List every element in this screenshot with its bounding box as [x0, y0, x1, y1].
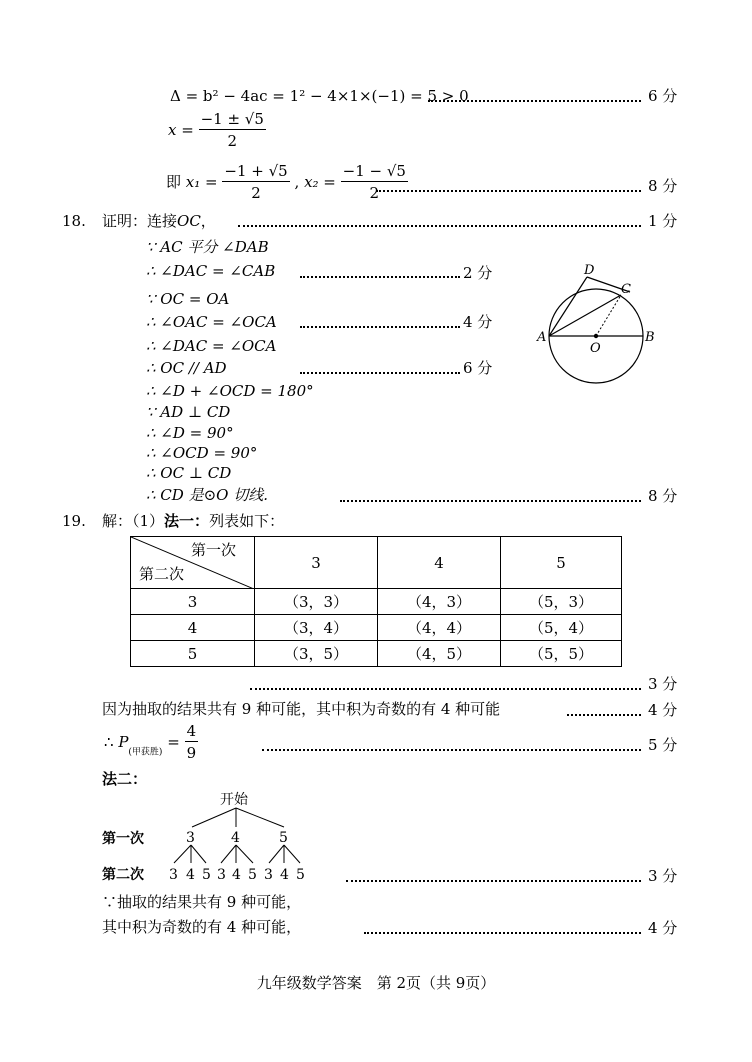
score: 6 分: [463, 359, 493, 377]
outcome-table: [130, 536, 622, 667]
proof-step: ∵ OC = OA: [146, 290, 230, 308]
question-number: 19.: [62, 512, 86, 530]
leader-dots: [300, 326, 460, 328]
delta-line: Δ = b² − 4ac = 1² − 4×1×(−1) = 5 > 0: [170, 87, 469, 105]
label-c: C: [621, 282, 631, 297]
table-cell: （3，5）: [255, 641, 378, 667]
roots-formula: 即 x₁ = $\frac{-1 + √5}{2}$ , x₂ = $\frac{-1 - √5}{2}$: [166, 162, 406, 202]
proof-step: ∵ AD ⊥ CD: [146, 403, 231, 421]
table-cell: （4，4）: [378, 615, 501, 641]
leader-dots: [340, 500, 641, 502]
tree-leaf: 4: [232, 867, 241, 883]
row-header: 5: [131, 641, 255, 667]
fraction: $\frac{-1 \pm √5}{2}$: [200, 110, 264, 150]
proof-step: ∴ ∠OAC = ∠OCA: [146, 313, 277, 331]
table-cell: （3，3）: [255, 589, 378, 615]
probability-formula: ∴ $P_{(甲获胜)}$ = $\frac{4}{9}$: [104, 722, 197, 762]
table-cell: （5，5）: [501, 641, 622, 667]
leader-dots: [262, 749, 641, 751]
leader-dots: [238, 225, 641, 227]
circle-figure: [530, 258, 670, 398]
col-header: 4: [378, 537, 501, 589]
proof-step: ∴ OC ⊥ CD: [146, 464, 232, 482]
score: 5 分: [648, 736, 678, 754]
page-footer: 九年级数学答案 第 2页（共 9页）: [256, 974, 496, 992]
question-number: 18.: [62, 212, 86, 230]
table-row: [131, 589, 622, 615]
leader-dots: [300, 276, 460, 278]
tree-leaf: 5: [202, 867, 211, 883]
q19-intro: 解：（1）法一：列表如下：: [102, 512, 285, 530]
leader-dots: [364, 932, 641, 934]
reasoning-text: ∵抽取的结果共有 9 种可能，: [102, 893, 302, 911]
leader-dots: [428, 100, 641, 102]
reasoning-text: 其中积为奇数的有 4 种可能，: [102, 918, 302, 936]
row-header: 4: [131, 615, 255, 641]
table-cell: （5，3）: [501, 589, 622, 615]
segment-ac: [549, 295, 621, 336]
tree-leaf: 3: [169, 867, 178, 883]
label-d: D: [584, 263, 595, 278]
table-row: [131, 615, 622, 641]
proof-step: ∴ ∠D + ∠OCD = 180°: [146, 382, 314, 400]
score: 6 分: [648, 87, 678, 105]
table-corner-header: 第一次 第二次: [131, 537, 255, 589]
score: 2 分: [463, 264, 493, 282]
tree-leaf: 3: [217, 867, 226, 883]
reasoning-text: 因为抽取的结果共有 9 种可能，其中积为奇数的有 4 种可能: [102, 700, 501, 718]
col-header: 3: [255, 537, 378, 589]
tree-node: 5: [279, 830, 288, 846]
proof-step: ∴ ∠DAC = ∠OCA: [146, 337, 277, 355]
tree-leaf: 5: [296, 867, 305, 883]
table-cell: （4，3）: [378, 589, 501, 615]
leader-dots: [300, 372, 460, 374]
leader-dots: [567, 714, 641, 716]
table-row: [131, 641, 622, 667]
row-header: 3: [131, 589, 255, 615]
table-cell: （5，4）: [501, 615, 622, 641]
q18-intro: 证明：连接OC，: [102, 212, 216, 230]
col-header: 5: [501, 537, 622, 589]
tree-node: 4: [231, 830, 240, 846]
proof-step: ∵ AC 平分 ∠DAB: [146, 238, 269, 256]
score: 4 分: [648, 701, 678, 719]
label-o: O: [590, 341, 601, 356]
score: 1 分: [648, 212, 678, 230]
score: 8 分: [648, 487, 678, 505]
score: 3 分: [648, 867, 678, 885]
tree-level-label: 第二次: [102, 867, 144, 883]
table-cell: （4，5）: [378, 641, 501, 667]
label-a: A: [537, 330, 547, 345]
tree-root: 开始: [220, 792, 248, 808]
tree-leaf: 4: [186, 867, 195, 883]
proof-step: ∴ ∠OCD = 90°: [146, 444, 258, 462]
tree-leaf: 4: [280, 867, 289, 883]
x-formula: x = $\frac{-1 \pm √5}{2}$: [168, 110, 264, 150]
center-point: [594, 334, 598, 338]
tree-level-label: 第一次: [102, 831, 144, 847]
score: 4 分: [648, 919, 678, 937]
proof-step: ∴ ∠DAC = ∠CAB: [146, 262, 276, 280]
method-two-heading: 法二：: [102, 770, 148, 788]
segment-oc: [596, 295, 621, 336]
score: 8 分: [648, 177, 678, 195]
tree-diagram: [160, 790, 310, 885]
segment-ad: [549, 277, 587, 336]
proof-step: ∴ OC // AD: [146, 359, 227, 377]
label-b: B: [645, 330, 655, 345]
proof-step: ∴ CD 是⊙O 切线.: [146, 486, 268, 504]
leader-dots: [346, 880, 641, 882]
score: 3 分: [648, 675, 678, 693]
tree-leaf: 3: [264, 867, 273, 883]
leader-dots: [376, 190, 641, 192]
leader-dots: [250, 688, 641, 690]
tree-leaf: 5: [248, 867, 257, 883]
score: 4 分: [463, 313, 493, 331]
tree-node: 3: [186, 830, 195, 846]
proof-step: ∴ ∠D = 90°: [146, 424, 234, 442]
table-cell: （3，4）: [255, 615, 378, 641]
